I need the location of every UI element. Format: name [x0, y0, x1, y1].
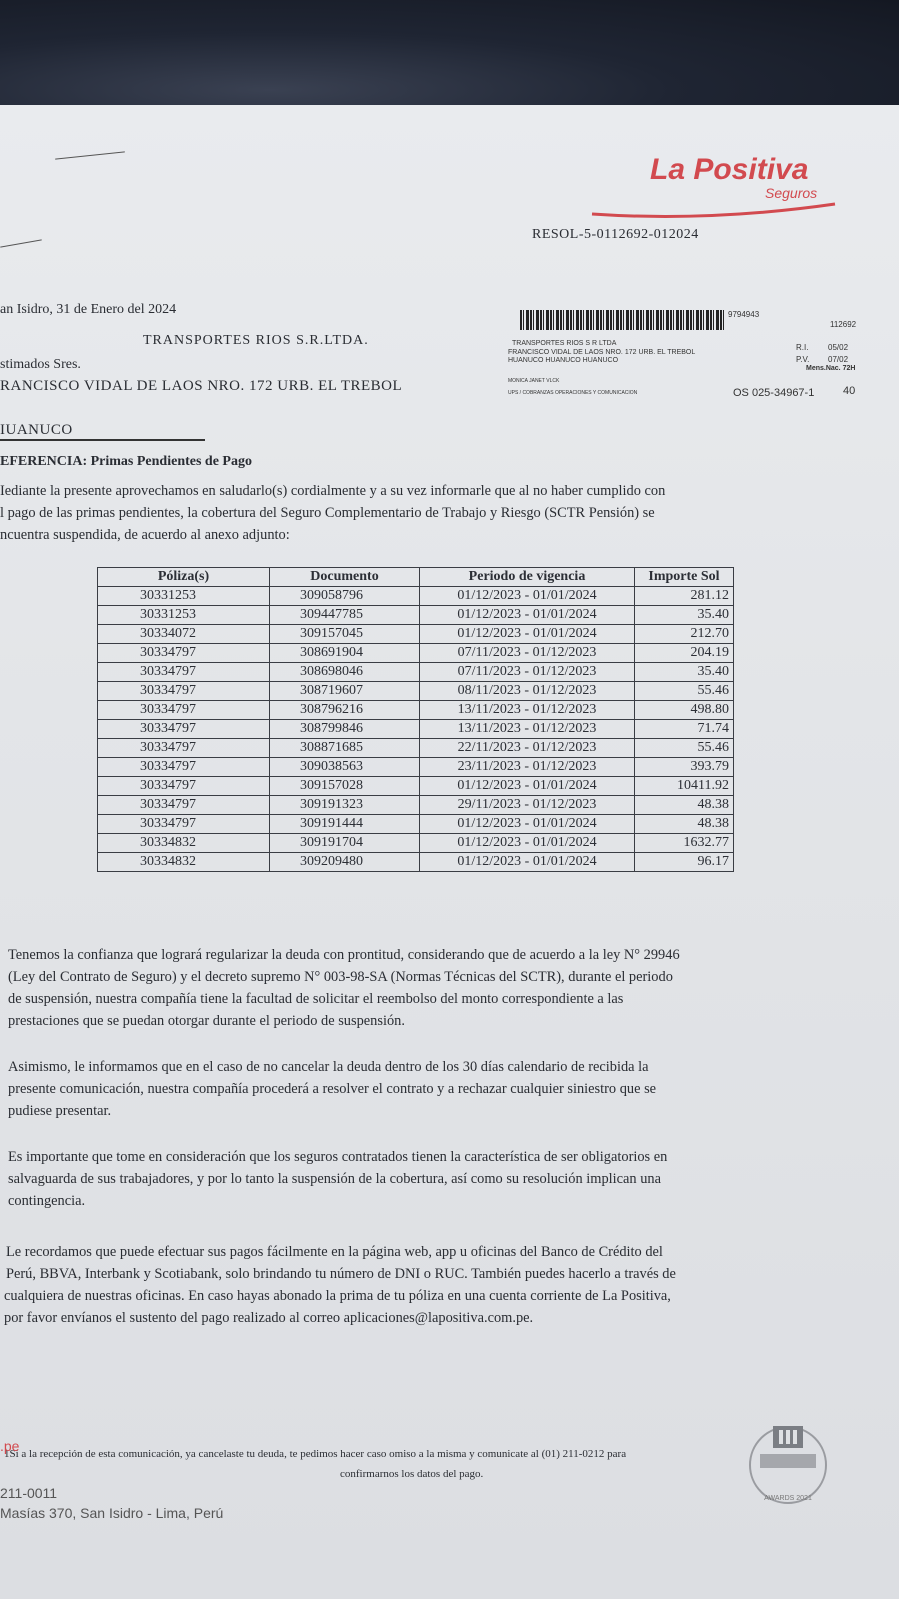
table-row	[98, 644, 734, 663]
pen-mark	[0, 239, 42, 247]
policy-cell: 30334797	[98, 758, 270, 777]
amount-cell: 10411.92	[635, 777, 734, 796]
table-row	[98, 739, 734, 758]
period-cell: 01/12/2023 - 01/01/2024	[420, 587, 635, 606]
policy-cell: 30334797	[98, 644, 270, 663]
document-cell: 308871685	[270, 739, 420, 758]
label-department: UPS / COBRANZAS OPERACIONES Y COMUNICACION	[508, 390, 638, 396]
period-cell: 01/12/2023 - 01/01/2024	[420, 815, 635, 834]
label-pv-title: P.V.	[796, 355, 810, 364]
label-city: HUANUCO HUANUCO HUANUCO	[508, 357, 619, 364]
table-row	[98, 606, 734, 625]
label-contact: MONICA JANET VLCK	[508, 378, 560, 384]
logo-swoosh-icon	[590, 200, 840, 220]
footer-domain: .pe	[0, 1438, 20, 1454]
paragraph-line: cualquiera de nuestras oficinas. En caso hayas abonado la prima de tu póliza en una cuenta corriente de La Positiva,	[4, 1288, 671, 1304]
footnote-continued: confirmarnos los datos del pago.	[340, 1468, 484, 1480]
table-row	[98, 663, 734, 682]
intro-line: Iediante la presente aprovechamos en saludarlo(s) cordialmente y a su vez informarle que al no haber cumplido con	[0, 483, 666, 499]
policy-cell: 30334832	[98, 853, 270, 872]
amount-cell: 71.74	[635, 720, 734, 739]
paragraph-line: prestaciones que se puedan otorgar durante el periodo de suspensión.	[8, 1013, 405, 1029]
document-cell: 309191704	[270, 834, 420, 853]
divider	[0, 439, 205, 441]
policy-cell: 30334797	[98, 777, 270, 796]
intro-line: l pago de las primas pendientes, la cobertura del Seguro Complementario de Trabajo y Riesgo (SCTR Pensión) se	[0, 505, 655, 521]
table-row	[98, 796, 734, 815]
footnote: 1Si a la recepción de esta comunicación, ya cancelaste tu deuda, te pedimos hacer caso omiso a la misma y comunicate al (01) 211-0212 para	[4, 1448, 627, 1460]
table-row	[98, 815, 734, 834]
label-os-number: OS 025-34967-1	[733, 387, 815, 399]
amount-cell: 281.12	[635, 587, 734, 606]
table-row	[98, 587, 734, 606]
policy-cell: 30331253	[98, 606, 270, 625]
amount-cell: 498.80	[635, 701, 734, 720]
label-ri-title: R.I.	[796, 343, 809, 352]
mailing-label	[508, 310, 878, 410]
label-pv: 07/02	[828, 355, 849, 364]
period-cell: 01/12/2023 - 01/01/2024	[420, 777, 635, 796]
label-count: 40	[843, 385, 856, 397]
amount-cell: 55.46	[635, 682, 734, 701]
document-cell: 309191444	[270, 815, 420, 834]
intro-line: ncuentra suspendida, de acuerdo al anexo adjunto:	[0, 527, 290, 543]
document-cell: 309447785	[270, 606, 420, 625]
amount-cell: 55.46	[635, 739, 734, 758]
period-cell: 01/12/2023 - 01/01/2024	[420, 625, 635, 644]
paragraph-line: Es importante que tome en consideración que los seguros contratados tienen la característica de ser obligatorios en	[8, 1149, 668, 1165]
period-cell: 01/12/2023 - 01/01/2024	[420, 834, 635, 853]
period-cell: 01/12/2023 - 01/01/2024	[420, 606, 635, 625]
barcode-code: 9794943	[728, 310, 760, 319]
period-cell: 22/11/2023 - 01/12/2023	[420, 739, 635, 758]
table-row	[98, 701, 734, 720]
paragraph-line: Tenemos la confianza que logrará regularizar la deuda con prontitud, considerando que de acuerdo a la ley N° 29946	[8, 947, 680, 963]
policy-cell: 30334072	[98, 625, 270, 644]
amount-cell: 212.70	[635, 625, 734, 644]
period-cell: 07/11/2023 - 01/12/2023	[420, 644, 635, 663]
greeting: stimados Sres.	[0, 357, 81, 372]
document-cell: 309191323	[270, 796, 420, 815]
period-cell: 29/11/2023 - 01/12/2023	[420, 796, 635, 815]
label-id: 112692	[830, 320, 857, 329]
document-cell: 309038563	[270, 758, 420, 777]
company-logo: La Positiva	[650, 153, 809, 186]
period-cell: 08/11/2023 - 01/12/2023	[420, 682, 635, 701]
policy-cell: 30334832	[98, 834, 270, 853]
paragraph-line: por favor envíanos el sustento del pago realizado al correo aplicaciones@lapositiva.com.pe.	[4, 1310, 534, 1326]
document-cell: 309157045	[270, 625, 420, 644]
policy-cell: 30334797	[98, 701, 270, 720]
amount-cell: 1632.77	[635, 834, 734, 853]
letter-page	[0, 105, 899, 1599]
table-row	[98, 720, 734, 739]
policy-cell: 30334797	[98, 663, 270, 682]
amount-cell: 393.79	[635, 758, 734, 777]
document-cell: 308799846	[270, 720, 420, 739]
label-ri: 05/02	[828, 343, 849, 352]
policy-cell: 30334797	[98, 682, 270, 701]
amount-cell: 48.38	[635, 815, 734, 834]
recipient-company: TRANSPORTES RIOS S.R.LTDA.	[143, 333, 369, 348]
document-cell: 309058796	[270, 587, 420, 606]
table-row	[98, 853, 734, 872]
barcode-icon	[520, 310, 725, 330]
paragraph-line: (Ley del Contrato de Seguro) y el decreto supremo N° 003-98-SA (Normas Técnicas del SCTR), durante el periodo	[8, 969, 673, 985]
label-address: FRANCISCO VIDAL DE LAOS NRO. 172 URB. EL TREBOL	[508, 349, 696, 356]
period-cell: 13/11/2023 - 01/12/2023	[420, 720, 635, 739]
pending-premiums-table	[97, 567, 734, 872]
policy-cell: 30334797	[98, 720, 270, 739]
amount-cell: 35.40	[635, 606, 734, 625]
resolution-number: RESOL-5-0112692-012024	[532, 227, 699, 242]
column-header: Periodo de vigencia	[420, 568, 635, 587]
policy-cell: 30334797	[98, 796, 270, 815]
column-header: Importe Sol	[635, 568, 734, 587]
amount-cell: 204.19	[635, 644, 734, 663]
reference-subject: EFERENCIA: Primas Pendientes de Pago	[0, 454, 252, 469]
table-row	[98, 777, 734, 796]
award-seal-icon	[738, 1420, 838, 1510]
amount-cell: 35.40	[635, 663, 734, 682]
document-cell: 309209480	[270, 853, 420, 872]
paragraph-line: salvaguarda de sus trabajadores, y por lo tanto la suspensión de la cobertura, así como su resolución implican una	[8, 1171, 661, 1187]
letter-date: an Isidro, 31 de Enero del 2024	[0, 302, 177, 317]
policy-cell: 30334797	[98, 739, 270, 758]
label-name: TRANSPORTES RIOS S R LTDA	[512, 340, 617, 347]
table-row	[98, 758, 734, 777]
pen-mark	[55, 151, 125, 159]
document-cell: 308719607	[270, 682, 420, 701]
recipient-city: IUANUCO	[0, 422, 73, 438]
stamp-text: AWARDS 2021	[764, 1495, 812, 1502]
policy-cell: 30334797	[98, 815, 270, 834]
paragraph-line: Asimismo, le informamos que en el caso de no cancelar la deuda dentro de los 30 días calendario de recibida la	[8, 1059, 649, 1075]
paragraph-line: de suspensión, nuestra compañía tiene la facultad de solicitar el reembolso del monto correspondiente a las	[8, 991, 624, 1007]
table-row	[98, 682, 734, 701]
period-cell: 07/11/2023 - 01/12/2023	[420, 663, 635, 682]
policy-cell: 30331253	[98, 587, 270, 606]
footer-address: Masías 370, San Isidro - Lima, Perú	[0, 1505, 224, 1521]
column-header: Póliza(s)	[98, 568, 270, 587]
company-logo-subtitle: Seguros	[765, 185, 818, 201]
paragraph-line: Perú, BBVA, Interbank y Scotiabank, solo brindando tu número de DNI o RUC. También puedes hacerlo a través de	[6, 1266, 676, 1282]
period-cell: 23/11/2023 - 01/12/2023	[420, 758, 635, 777]
document-cell: 308691904	[270, 644, 420, 663]
column-header: Documento	[270, 568, 420, 587]
footer-phone: 211-0011	[0, 1485, 58, 1501]
paragraph-line: presente comunicación, nuestra compañía procederá a resolver el contrato y a rechazar cualquier siniestro que se	[8, 1081, 657, 1097]
paragraph-line: contingencia.	[8, 1193, 86, 1209]
document-cell: 308796216	[270, 701, 420, 720]
period-cell: 13/11/2023 - 01/12/2023	[420, 701, 635, 720]
period-cell: 01/12/2023 - 01/01/2024	[420, 853, 635, 872]
amount-cell: 96.17	[635, 853, 734, 872]
table-row	[98, 834, 734, 853]
paragraph-line: Le recordamos que puede efectuar sus pagos fácilmente en la página web, app u oficinas del Banco de Crédito del	[6, 1244, 663, 1260]
document-cell: 309157028	[270, 777, 420, 796]
document-cell: 308698046	[270, 663, 420, 682]
table-header-row	[98, 568, 734, 587]
amount-cell: 48.38	[635, 796, 734, 815]
table-row	[98, 625, 734, 644]
recipient-address: RANCISCO VIDAL DE LAOS NRO. 172 URB. EL TREBOL	[0, 378, 403, 394]
label-service: Mens.Nac. 72H	[806, 365, 856, 372]
paragraph-line: pudiese presentar.	[8, 1103, 112, 1119]
